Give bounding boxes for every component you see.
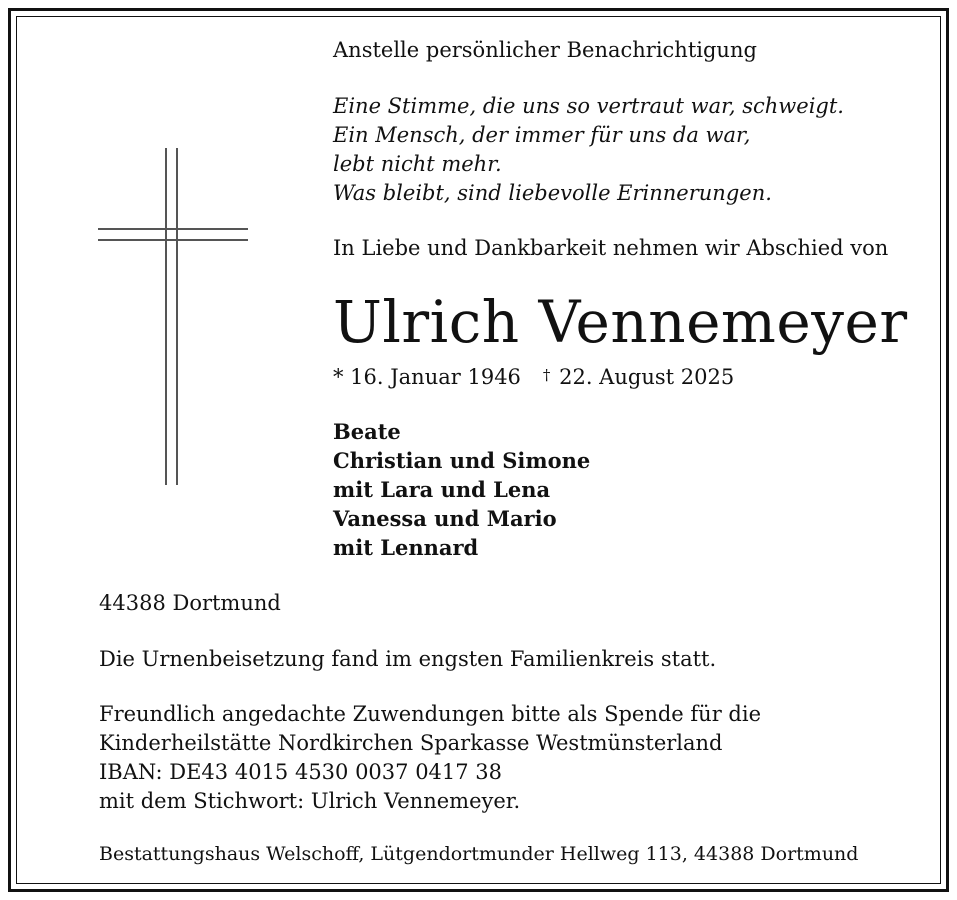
intro-text: Anstelle persönlicher Benachrichtigung: [333, 38, 757, 62]
poem-line: Eine Stimme, die uns so vertraut war, schweigt.: [333, 94, 844, 118]
birth-date: * 16. Januar 1946: [333, 365, 521, 389]
deceased-name: Ulrich Vennemeyer: [333, 288, 908, 356]
undertaker-line: Bestattungshaus Welschoff, Lütgendortmunder Hellweg 113, 44388 Dortmund: [99, 843, 859, 865]
poem: [333, 92, 844, 208]
mourner: Christian und Simone: [333, 448, 591, 473]
mourner: Vanessa und Mario: [333, 506, 557, 531]
donation-line: Freundlich angedachte Zuwendungen bitte als Spende für die: [99, 702, 761, 726]
urn-burial-note: Die Urnenbeisetzung fand im engsten Familienkreis statt.: [99, 647, 717, 671]
donation-line: Kinderheilstätte Nordkirchen Sparkasse Westmünsterland: [99, 731, 723, 755]
mourner: Beate: [333, 419, 401, 444]
city: 44388 Dortmund: [99, 591, 281, 615]
poem-line: Ein Mensch, der immer für uns da war,: [333, 123, 751, 147]
dagger-symbol: †: [542, 366, 551, 384]
death-date: 22. August 2025: [559, 365, 735, 389]
mourner: mit Lara und Lena: [333, 477, 551, 502]
mourner: mit Lennard: [333, 535, 479, 560]
farewell-text: In Liebe und Dankbarkeit nehmen wir Abschied von: [333, 236, 889, 260]
life-dates: [333, 363, 734, 394]
donation-line: IBAN: DE43 4015 4530 0037 0417 38: [99, 760, 503, 784]
donation-line: mit dem Stichwort: Ulrich Vennemeyer.: [99, 789, 521, 813]
donation-note: [99, 700, 761, 816]
cross-icon: [95, 145, 251, 490]
poem-line: lebt nicht mehr.: [333, 152, 502, 176]
poem-line: Was bleibt, sind liebevolle Erinnerungen.: [333, 181, 772, 205]
mourners-list: [333, 417, 590, 562]
